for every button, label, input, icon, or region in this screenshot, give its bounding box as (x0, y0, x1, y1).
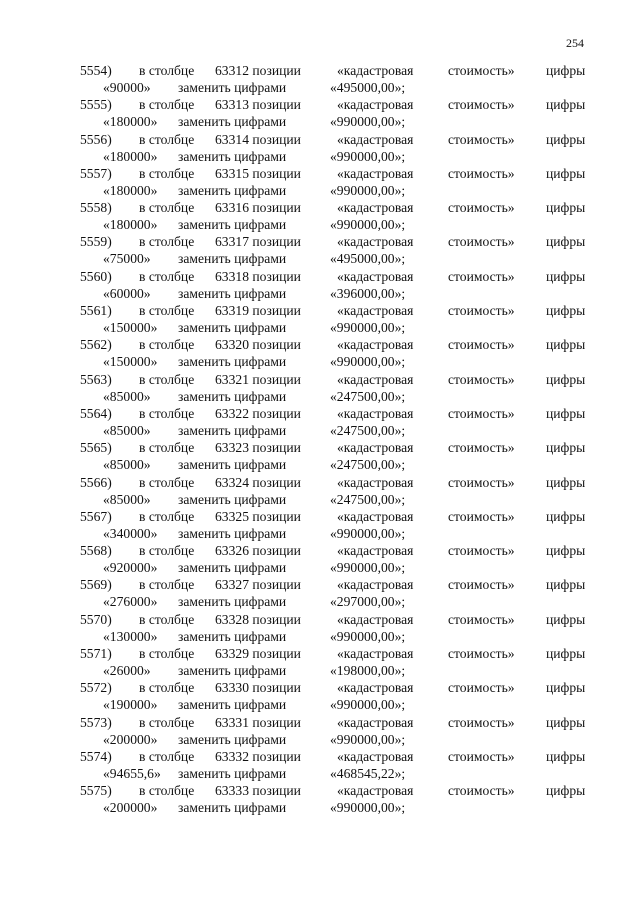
cadastral-text: «кадастровая (337, 748, 414, 764)
digits-text: цифры (546, 165, 586, 181)
new-value: «990000,00»; (330, 731, 406, 747)
cost-text: стоимость» (448, 131, 515, 147)
new-value: «247500,00»; (330, 422, 406, 438)
in-column-text: в столбце (139, 611, 195, 627)
position-code: 63316 позиции (215, 200, 301, 216)
cadastral-text: «кадастровая (337, 611, 414, 627)
new-value: «990000,00»; (330, 800, 406, 816)
cost-text: стоимость» (448, 234, 515, 250)
in-column-text: в столбце (139, 234, 195, 250)
amendment-item (0, 748, 640, 782)
cost-text: стоимость» (448, 200, 515, 216)
cost-text: стоимость» (448, 474, 515, 490)
replace-with-text: заменить цифрами (178, 217, 287, 233)
item-number: 5556) (80, 131, 112, 147)
replace-with-text: заменить цифрами (178, 560, 287, 576)
old-value: «150000» (103, 354, 158, 370)
amendment-item (0, 679, 640, 713)
in-column-text: в столбце (139, 474, 195, 490)
amendment-item (0, 233, 640, 267)
replace-with-text: заменить цифрами (178, 388, 287, 404)
in-column-text: в столбце (139, 268, 195, 284)
digits-text: цифры (546, 577, 586, 593)
amendment-item (0, 576, 640, 610)
digits-text: цифры (546, 440, 586, 456)
digits-text: цифры (546, 200, 586, 216)
new-value: «990000,00»; (330, 182, 406, 198)
in-column-text: в столбце (139, 131, 195, 147)
cadastral-text: «кадастровая (337, 440, 414, 456)
digits-text: цифры (546, 337, 586, 353)
new-value: «990000,00»; (330, 148, 406, 164)
cost-text: стоимость» (448, 440, 515, 456)
old-value: «200000» (103, 731, 158, 747)
old-value: «180000» (103, 182, 158, 198)
page-number: 254 (566, 36, 584, 50)
item-number: 5575) (80, 783, 112, 799)
item-number: 5559) (80, 234, 112, 250)
position-code: 63317 позиции (215, 234, 301, 250)
cadastral-text: «кадастровая (337, 577, 414, 593)
old-value: «190000» (103, 697, 158, 713)
item-number: 5573) (80, 714, 112, 730)
in-column-text: в столбце (139, 63, 195, 78)
amendment-item (0, 508, 640, 542)
amendment-item (0, 645, 640, 679)
position-code: 63333 позиции (215, 783, 301, 799)
replace-with-text: заменить цифрами (178, 285, 287, 301)
item-number: 5571) (80, 646, 112, 662)
new-value: «495000,00»; (330, 80, 406, 95)
amendment-item (0, 96, 640, 130)
cost-text: стоимость» (448, 405, 515, 421)
new-value: «990000,00»; (330, 114, 406, 130)
replace-with-text: заменить цифрами (178, 697, 287, 713)
digits-text: цифры (546, 234, 586, 250)
new-value: «990000,00»; (330, 217, 406, 233)
amendment-item (0, 62, 640, 96)
position-code: 63330 позиции (215, 680, 301, 696)
digits-text: цифры (546, 268, 586, 284)
amendment-item (0, 405, 640, 439)
cost-text: стоимость» (448, 543, 515, 559)
item-number: 5572) (80, 680, 112, 696)
digits-text: цифры (546, 543, 586, 559)
amendment-item (0, 268, 640, 302)
digits-text: цифры (546, 714, 586, 730)
digits-text: цифры (546, 371, 586, 387)
old-value: «180000» (103, 114, 158, 130)
in-column-text: в столбце (139, 508, 195, 524)
replace-with-text: заменить цифрами (178, 354, 287, 370)
replace-with-text: заменить цифрами (178, 525, 287, 541)
amendment-item (0, 336, 640, 370)
replace-with-text: заменить цифрами (178, 114, 287, 130)
cost-text: стоимость» (448, 611, 515, 627)
item-number: 5555) (80, 97, 112, 113)
position-code: 63315 позиции (215, 165, 301, 181)
item-number: 5554) (80, 63, 112, 78)
position-code: 63324 позиции (215, 474, 301, 490)
old-value: «85000» (103, 388, 151, 404)
amendment-item (0, 371, 640, 405)
cost-text: стоимость» (448, 165, 515, 181)
in-column-text: в столбце (139, 577, 195, 593)
amendment-item (0, 439, 640, 473)
cost-text: стоимость» (448, 748, 515, 764)
amendment-item (0, 302, 640, 336)
new-value: «247500,00»; (330, 388, 406, 404)
item-number: 5562) (80, 337, 112, 353)
amendment-item (0, 611, 640, 645)
replace-with-text: заменить цифрами (178, 491, 287, 507)
item-number: 5568) (80, 543, 112, 559)
item-number: 5574) (80, 748, 112, 764)
cadastral-text: «кадастровая (337, 303, 414, 319)
digits-text: цифры (546, 508, 586, 524)
new-value: «990000,00»; (330, 560, 406, 576)
new-value: «990000,00»; (330, 320, 406, 336)
position-code: 63329 позиции (215, 646, 301, 662)
cost-text: стоимость» (448, 783, 515, 799)
cadastral-text: «кадастровая (337, 680, 414, 696)
cost-text: стоимость» (448, 97, 515, 113)
in-column-text: в столбце (139, 646, 195, 662)
old-value: «276000» (103, 594, 158, 610)
amendment-list (0, 62, 640, 817)
digits-text: цифры (546, 131, 586, 147)
in-column-text: в столбце (139, 200, 195, 216)
position-code: 63319 позиции (215, 303, 301, 319)
replace-with-text: заменить цифрами (178, 800, 287, 816)
in-column-text: в столбце (139, 371, 195, 387)
digits-text: цифры (546, 97, 586, 113)
new-value: «396000,00»; (330, 285, 406, 301)
replace-with-text: заменить цифрами (178, 148, 287, 164)
cadastral-text: «кадастровая (337, 474, 414, 490)
in-column-text: в столбце (139, 405, 195, 421)
amendment-item (0, 131, 640, 165)
cost-text: стоимость» (448, 714, 515, 730)
item-number: 5566) (80, 474, 112, 490)
amendment-item (0, 782, 640, 816)
replace-with-text: заменить цифрами (178, 594, 287, 610)
cadastral-text: «кадастровая (337, 131, 414, 147)
old-value: «75000» (103, 251, 151, 267)
cost-text: стоимость» (448, 577, 515, 593)
cost-text: стоимость» (448, 63, 515, 78)
item-number: 5565) (80, 440, 112, 456)
old-value: «85000» (103, 457, 151, 473)
digits-text: цифры (546, 63, 586, 78)
cost-text: стоимость» (448, 680, 515, 696)
position-code: 63327 позиции (215, 577, 301, 593)
position-code: 63332 позиции (215, 748, 301, 764)
item-number: 5570) (80, 611, 112, 627)
cadastral-text: «кадастровая (337, 405, 414, 421)
replace-with-text: заменить цифрами (178, 182, 287, 198)
new-value: «297000,00»; (330, 594, 406, 610)
position-code: 63312 позиции (215, 63, 301, 78)
position-code: 63325 позиции (215, 508, 301, 524)
new-value: «247500,00»; (330, 491, 406, 507)
cost-text: стоимость» (448, 508, 515, 524)
old-value: «180000» (103, 217, 158, 233)
digits-text: цифры (546, 783, 586, 799)
cost-text: стоимость» (448, 268, 515, 284)
in-column-text: в столбце (139, 440, 195, 456)
item-number: 5558) (80, 200, 112, 216)
old-value: «130000» (103, 628, 158, 644)
amendment-item (0, 474, 640, 508)
old-value: «85000» (103, 491, 151, 507)
position-code: 63322 позиции (215, 405, 301, 421)
item-number: 5560) (80, 268, 112, 284)
new-value: «990000,00»; (330, 697, 406, 713)
old-value: «920000» (103, 560, 158, 576)
digits-text: цифры (546, 405, 586, 421)
digits-text: цифры (546, 474, 586, 490)
replace-with-text: заменить цифрами (178, 457, 287, 473)
new-value: «198000,00»; (330, 663, 406, 679)
replace-with-text: заменить цифрами (178, 80, 287, 95)
digits-text: цифры (546, 748, 586, 764)
new-value: «990000,00»; (330, 525, 406, 541)
cadastral-text: «кадастровая (337, 268, 414, 284)
in-column-text: в столбце (139, 748, 195, 764)
old-value: «340000» (103, 525, 158, 541)
position-code: 63313 позиции (215, 97, 301, 113)
amendment-item (0, 165, 640, 199)
new-value: «468545,22»; (330, 765, 406, 781)
amendment-item (0, 714, 640, 748)
replace-with-text: заменить цифрами (178, 765, 287, 781)
replace-with-text: заменить цифрами (178, 251, 287, 267)
new-value: «247500,00»; (330, 457, 406, 473)
in-column-text: в столбце (139, 303, 195, 319)
replace-with-text: заменить цифрами (178, 731, 287, 747)
digits-text: цифры (546, 303, 586, 319)
cadastral-text: «кадастровая (337, 200, 414, 216)
item-number: 5557) (80, 165, 112, 181)
position-code: 63314 позиции (215, 131, 301, 147)
position-code: 63331 позиции (215, 714, 301, 730)
item-number: 5567) (80, 508, 112, 524)
in-column-text: в столбце (139, 337, 195, 353)
cadastral-text: «кадастровая (337, 508, 414, 524)
old-value: «200000» (103, 800, 158, 816)
item-number: 5569) (80, 577, 112, 593)
digits-text: цифры (546, 611, 586, 627)
position-code: 63321 позиции (215, 371, 301, 387)
position-code: 63326 позиции (215, 543, 301, 559)
cadastral-text: «кадастровая (337, 371, 414, 387)
in-column-text: в столбце (139, 97, 195, 113)
cadastral-text: «кадастровая (337, 234, 414, 250)
old-value: «94655,6» (103, 765, 161, 781)
cost-text: стоимость» (448, 646, 515, 662)
in-column-text: в столбце (139, 714, 195, 730)
in-column-text: в столбце (139, 680, 195, 696)
amendment-item (0, 199, 640, 233)
cadastral-text: «кадастровая (337, 97, 414, 113)
new-value: «990000,00»; (330, 628, 406, 644)
position-code: 63320 позиции (215, 337, 301, 353)
position-code: 63318 позиции (215, 268, 301, 284)
cadastral-text: «кадастровая (337, 165, 414, 181)
item-number: 5563) (80, 371, 112, 387)
cadastral-text: «кадастровая (337, 63, 414, 78)
cadastral-text: «кадастровая (337, 543, 414, 559)
old-value: «90000» (103, 80, 151, 95)
cadastral-text: «кадастровая (337, 337, 414, 353)
cost-text: стоимость» (448, 337, 515, 353)
replace-with-text: заменить цифрами (178, 422, 287, 438)
amendment-item (0, 542, 640, 576)
position-code: 63323 позиции (215, 440, 301, 456)
old-value: «26000» (103, 663, 151, 679)
position-code: 63328 позиции (215, 611, 301, 627)
cost-text: стоимость» (448, 371, 515, 387)
new-value: «495000,00»; (330, 251, 406, 267)
cost-text: стоимость» (448, 303, 515, 319)
replace-with-text: заменить цифрами (178, 320, 287, 336)
cadastral-text: «кадастровая (337, 646, 414, 662)
digits-text: цифры (546, 680, 586, 696)
old-value: «180000» (103, 148, 158, 164)
old-value: «60000» (103, 285, 151, 301)
cadastral-text: «кадастровая (337, 714, 414, 730)
old-value: «150000» (103, 320, 158, 336)
in-column-text: в столбце (139, 543, 195, 559)
replace-with-text: заменить цифрами (178, 628, 287, 644)
cadastral-text: «кадастровая (337, 783, 414, 799)
item-number: 5564) (80, 405, 112, 421)
item-number: 5561) (80, 303, 112, 319)
in-column-text: в столбце (139, 165, 195, 181)
new-value: «990000,00»; (330, 354, 406, 370)
replace-with-text: заменить цифрами (178, 663, 287, 679)
old-value: «85000» (103, 422, 151, 438)
digits-text: цифры (546, 646, 586, 662)
in-column-text: в столбце (139, 783, 195, 799)
